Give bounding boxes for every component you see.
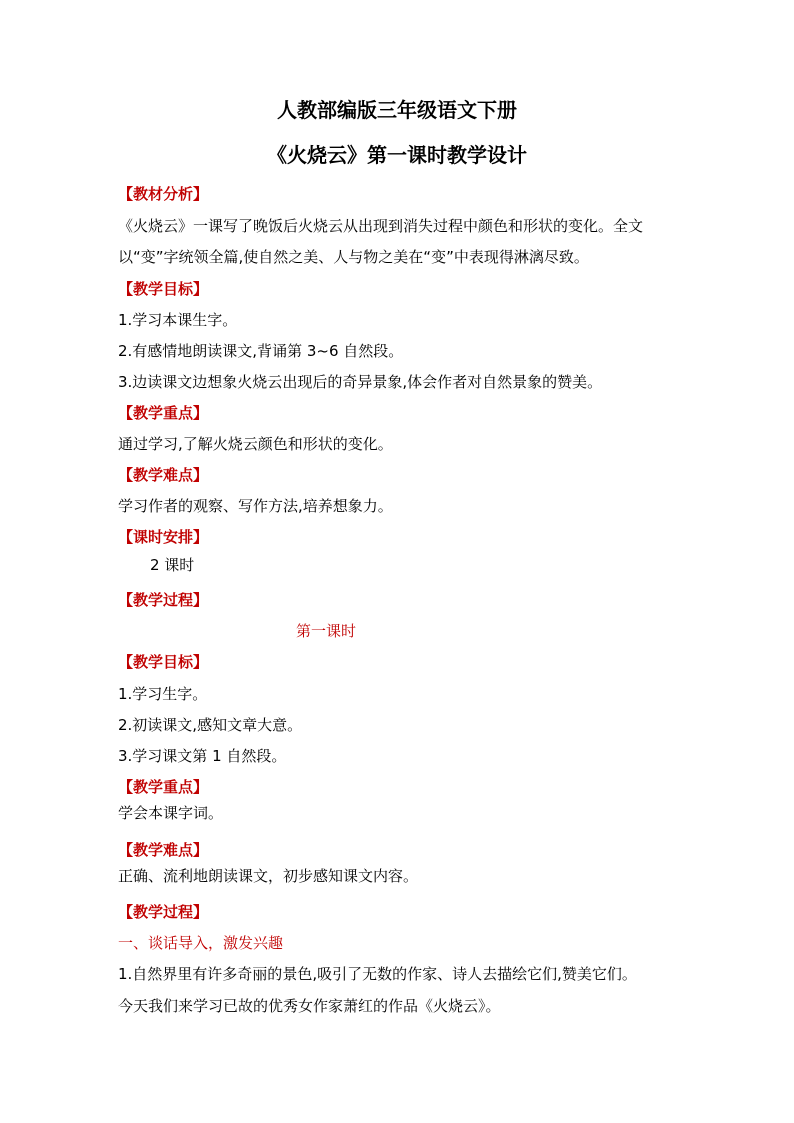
goal-item: 1.学习生字。	[118, 685, 208, 703]
section-heading-process-2: 【教学过程】	[118, 903, 209, 921]
section-heading-goals-2: 【教学目标】	[118, 653, 209, 671]
document-title: 人教部编版三年级语文下册	[277, 98, 517, 122]
difficulty-text: 学习作者的观察、写作方法,培养想象力。	[118, 497, 393, 515]
section-heading-difficulty: 【教学难点】	[118, 466, 209, 484]
step-text-line: 1.自然界里有许多奇丽的景色,吸引了无数的作家、诗人去描绘它们,赞美它们。	[118, 965, 637, 983]
analysis-text-line: 以“变”字统领全篇,使自然之美、人与物之美在“变”中表现得淋漓尽致。	[118, 248, 589, 266]
section-heading-key: 【教学重点】	[118, 404, 209, 422]
goal-item: 2.初读课文,感知文章大意。	[118, 716, 303, 734]
schedule-text: 2 课时	[150, 556, 195, 574]
goal-item: 2.有感情地朗读课文,背诵第 3~6 自然段。	[118, 342, 404, 360]
key-text: 通过学习,了解火烧云颜色和形状的变化。	[118, 435, 393, 453]
analysis-text-line: 《火烧云》一课写了晚饭后火烧云从出现到消失过程中颜色和形状的变化。全文	[118, 217, 644, 235]
lesson-one-heading: 第一课时	[296, 622, 357, 640]
key-text: 学会本课字词。	[118, 804, 224, 822]
section-heading-schedule: 【课时安排】	[118, 528, 209, 546]
goal-item: 1.学习本课生字。	[118, 311, 238, 329]
difficulty-text: 正确、流利地朗读课文，初步感知课文内容。	[118, 867, 419, 885]
goal-item: 3.学习课文第 1 自然段。	[118, 747, 287, 765]
section-heading-analysis: 【教材分析】	[118, 185, 209, 203]
section-heading-process: 【教学过程】	[118, 591, 209, 609]
document-subtitle: 《火烧云》第一课时教学设计	[267, 143, 527, 167]
section-heading-key-2: 【教学重点】	[118, 778, 209, 796]
section-heading-goals: 【教学目标】	[118, 280, 209, 298]
step-text-line: 今天我们来学习已故的优秀女作家萧红的作品《火烧云》。	[118, 997, 501, 1015]
section-heading-difficulty-2: 【教学难点】	[118, 841, 209, 859]
step-heading: 一、谈话导入，激发兴趣	[118, 934, 284, 952]
goal-item: 3.边读课文边想象火烧云出现后的奇异景象,体会作者对自然景象的赞美。	[118, 373, 603, 391]
